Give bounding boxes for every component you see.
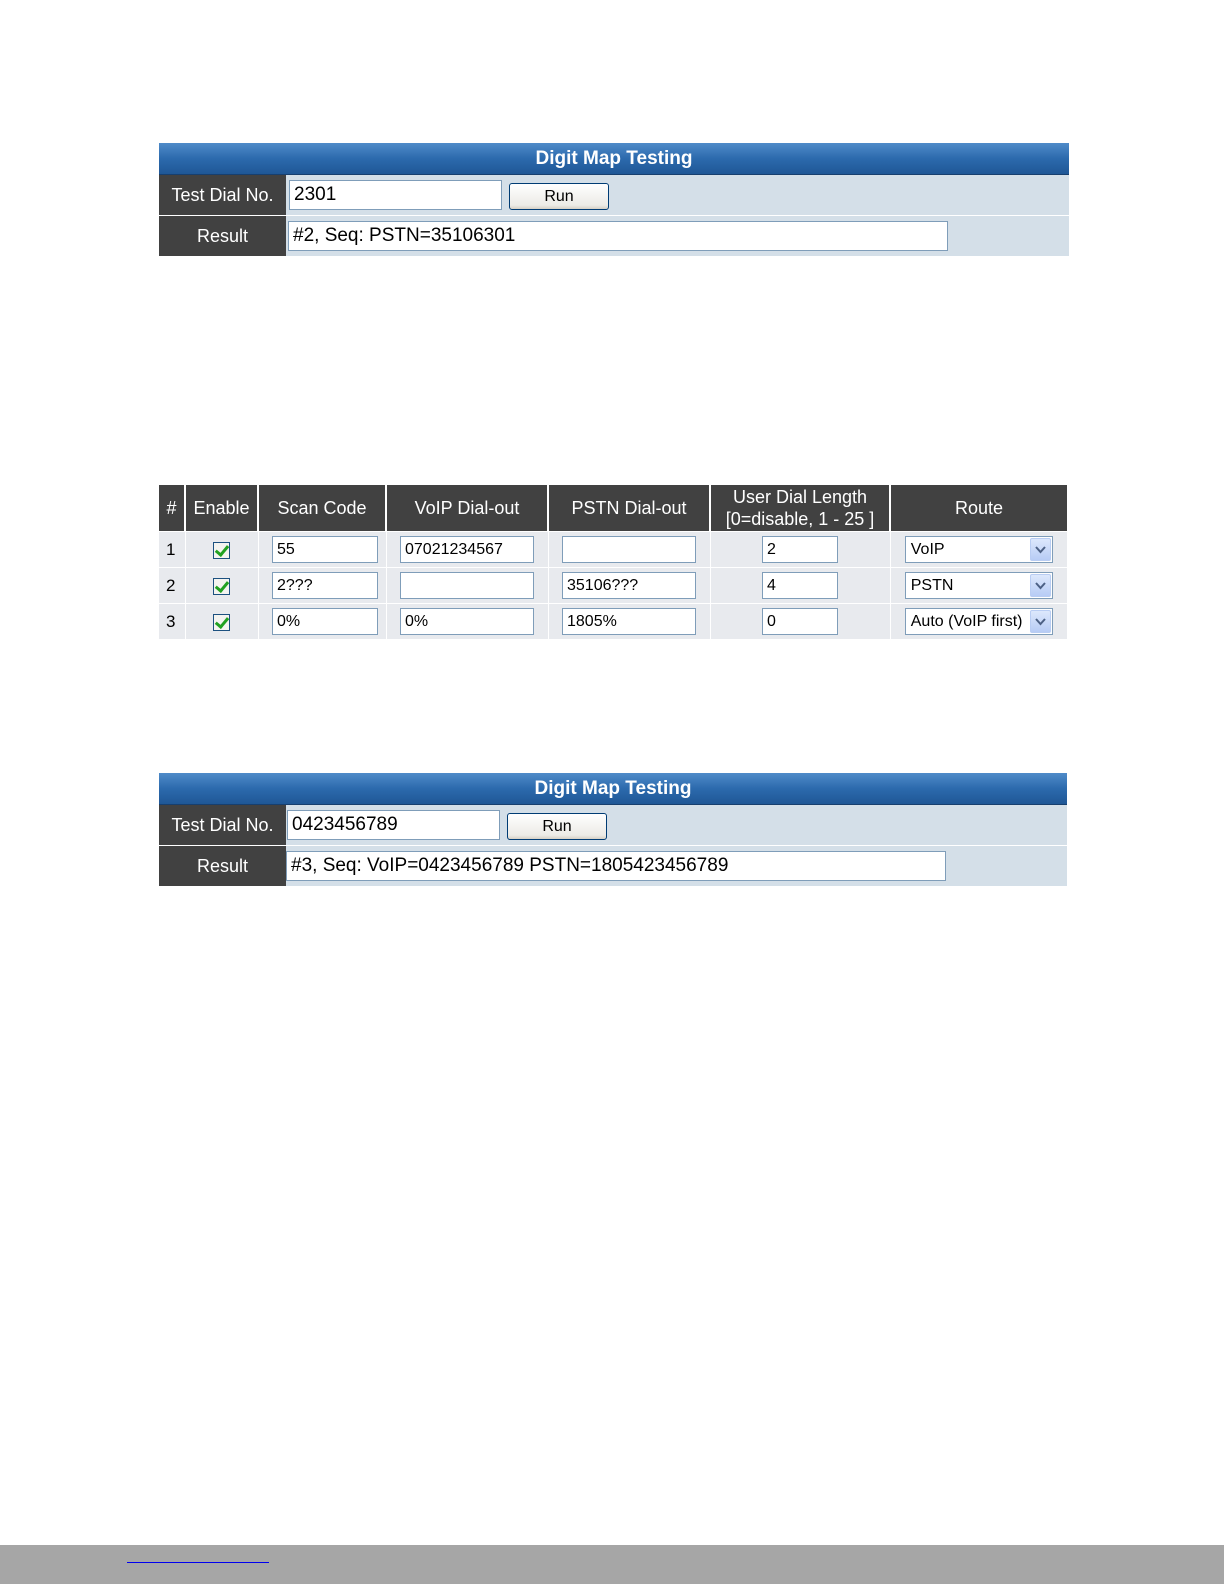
result-field[interactable]: [288, 221, 948, 251]
route-select-value: VoIP: [910, 541, 945, 558]
pstn-dial-out-input[interactable]: [562, 608, 696, 635]
run-button[interactable]: Run: [509, 183, 609, 210]
table-header-row: [159, 485, 1067, 532]
footer-link[interactable]: [127, 1545, 269, 1563]
chevron-down-icon[interactable]: [1030, 610, 1051, 633]
route-select-value: PSTN: [910, 577, 954, 594]
test-dial-label: Test Dial No.: [159, 175, 286, 215]
scan-code-input[interactable]: [272, 572, 378, 599]
digit-map-testing-panel-bottom: [159, 773, 1067, 886]
run-button[interactable]: Run: [507, 813, 607, 840]
voip-dial-out-input[interactable]: [400, 536, 534, 563]
header-route: Route: [890, 485, 1067, 532]
scan-code-input[interactable]: [272, 608, 378, 635]
voip-dial-out-input[interactable]: [400, 608, 534, 635]
header-user-dial-length: [710, 485, 890, 532]
user-dial-length-input[interactable]: [762, 608, 838, 635]
result-label: Result: [159, 216, 286, 256]
result-label: Result: [159, 846, 286, 886]
enable-checkbox[interactable]: [213, 578, 230, 595]
result-row: [159, 215, 1069, 256]
test-dial-row: [159, 175, 1069, 215]
digit-map-table: [159, 485, 1067, 639]
table-row: [159, 604, 1067, 640]
header-voip-dial-out: VoIP Dial-out: [386, 485, 548, 532]
user-dial-length-input[interactable]: [762, 572, 838, 599]
chevron-down-icon[interactable]: [1030, 538, 1051, 561]
voip-dial-out-input[interactable]: [400, 572, 534, 599]
pstn-dial-out-input[interactable]: [562, 536, 696, 563]
route-select-value: Auto (VoIP first): [910, 613, 1023, 630]
test-dial-input[interactable]: [289, 180, 502, 210]
route-select[interactable]: [905, 608, 1053, 635]
test-dial-input[interactable]: [287, 810, 500, 840]
chevron-down-icon[interactable]: [1030, 574, 1051, 597]
header-pstn-dial-out: PSTN Dial-out: [548, 485, 710, 532]
header-user-dial-length-line2: [0=disable, 1 - 25 ]: [725, 509, 875, 529]
user-dial-length-input[interactable]: [762, 536, 838, 563]
header-scan-code: Scan Code: [258, 485, 386, 532]
header-number: #: [159, 485, 185, 532]
test-dial-label: Test Dial No.: [159, 805, 286, 845]
panel-title: Digit Map Testing: [159, 143, 1069, 175]
scan-code-input[interactable]: [272, 536, 378, 563]
route-select[interactable]: [905, 572, 1053, 599]
table-row: [159, 532, 1067, 568]
result-field[interactable]: [286, 851, 946, 881]
header-enable: Enable: [185, 485, 258, 532]
footer-bar: [0, 1545, 1224, 1584]
test-dial-row: [159, 805, 1067, 845]
digit-map-testing-panel-top: [159, 143, 1069, 256]
enable-checkbox[interactable]: [213, 614, 230, 631]
row-number: 2: [159, 568, 185, 604]
row-number: 1: [159, 532, 185, 568]
table-row: [159, 568, 1067, 604]
header-user-dial-length-line1: User Dial Length: [732, 487, 868, 507]
row-number: 3: [159, 604, 185, 640]
pstn-dial-out-input[interactable]: [562, 572, 696, 599]
panel-title: Digit Map Testing: [159, 773, 1067, 805]
result-row: [159, 845, 1067, 886]
route-select[interactable]: [905, 536, 1053, 563]
enable-checkbox[interactable]: [213, 542, 230, 559]
